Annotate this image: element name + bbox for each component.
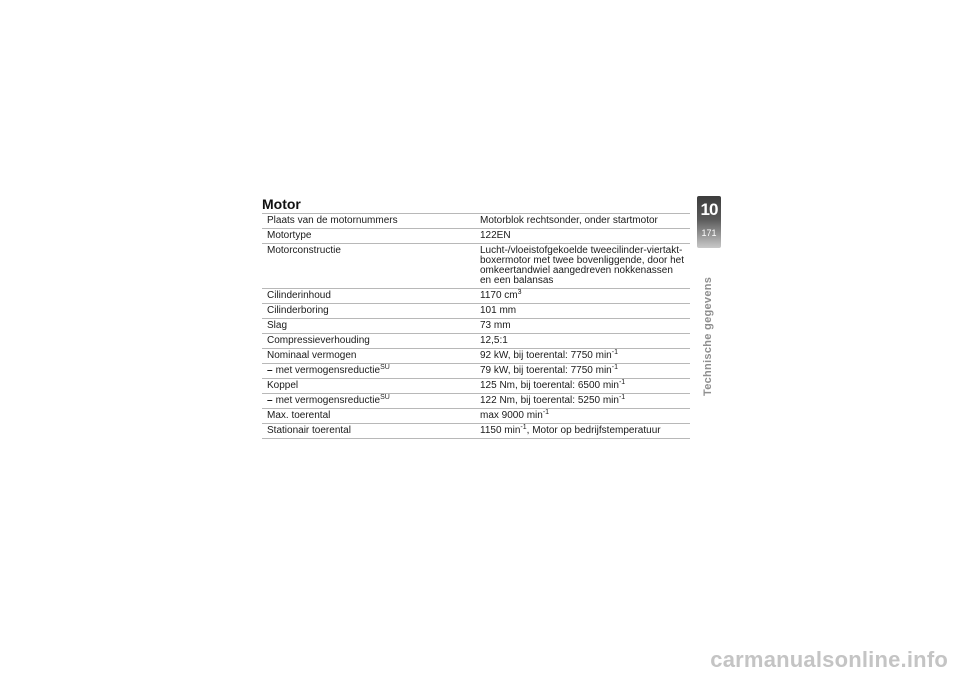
chapter-tab xyxy=(697,196,721,248)
table-row xyxy=(262,229,690,244)
unit-superscript: -1 xyxy=(520,424,527,431)
spec-label: Stationair toerental xyxy=(262,424,476,439)
dash-bullet: – xyxy=(267,395,273,406)
spec-value: max 9000 $\min^{-1}$ xyxy=(476,409,690,424)
unit-superscript: -1 xyxy=(542,409,550,416)
table-row xyxy=(262,394,690,409)
table-row xyxy=(262,319,690,334)
spec-value: 79 kW, bij toerental: 7750 $\min^{-1}$ xyxy=(476,364,690,379)
spec-label: Max. toerental xyxy=(262,409,476,424)
spec-value: Lucht-/vloeistofgekoelde tweecilinder-viertakt-boxermotor met twee bovenliggende, door het omkeertandwiel aangedreven nokkenassen en een balansas xyxy=(476,244,690,289)
spec-value: 122EN xyxy=(476,229,690,244)
spec-value: 73 mm xyxy=(476,319,690,334)
unit-superscript: -1 xyxy=(618,379,626,386)
section-title: Motor xyxy=(262,196,301,212)
spec-value: 92 kW, bij toerental: 7750 $\min^{-1}$ xyxy=(476,349,690,364)
spec-value: 1170 $cm^3$ xyxy=(476,289,690,304)
spec-value: Motorblok rechtsonder, onder startmotor xyxy=(476,214,690,229)
table-row xyxy=(262,364,690,379)
unit-superscript: -1 xyxy=(611,349,618,356)
watermark: carmanualsonline.info xyxy=(710,647,948,672)
spec-label: Cilinderinhoud xyxy=(262,289,476,304)
spec-label: Compressieverhouding xyxy=(262,334,476,349)
spec-label: – met vermogensreductie$^{SU}$ xyxy=(262,364,476,379)
footnote-marker: SU xyxy=(380,364,390,371)
engine-spec-table xyxy=(262,213,690,439)
chapter-number: 10 xyxy=(700,200,718,219)
table-row xyxy=(262,244,690,289)
table-row xyxy=(262,349,690,364)
spec-value: 122 Nm, bij toerental: 5250 $\min^{-1}$ xyxy=(476,394,690,409)
spec-value: 12,5:1 xyxy=(476,334,690,349)
spec-label: Cilinderboring xyxy=(262,304,476,319)
unit-superscript: -1 xyxy=(618,394,626,401)
dash-bullet: – xyxy=(267,365,273,376)
table-row xyxy=(262,334,690,349)
table-row xyxy=(262,304,690,319)
chapter-title: Technische gegevens xyxy=(702,276,714,396)
spec-label: Nominaal vermogen xyxy=(262,349,476,364)
spec-label: Motorconstructie xyxy=(262,244,476,289)
table-row xyxy=(262,379,690,394)
spec-value: 101 mm xyxy=(476,304,690,319)
spec-value: 1150 $\min^{-1}$, Motor op bedrijfstemperatuur xyxy=(476,424,690,439)
table-row xyxy=(262,409,690,424)
unit-superscript: -1 xyxy=(611,364,618,371)
footnote-marker: SU xyxy=(380,394,390,401)
page-number: 171 xyxy=(701,228,717,238)
spec-label: – met vermogensreductie$^{SU}$ xyxy=(262,394,476,409)
spec-label: Motortype xyxy=(262,229,476,244)
spec-value: 125 Nm, bij toerental: 6500 $\min^{-1}$ xyxy=(476,379,690,394)
table-row xyxy=(262,289,690,304)
table-row xyxy=(262,424,690,439)
spec-label: Koppel xyxy=(262,379,476,394)
table-row xyxy=(262,214,690,229)
unit-superscript: 3 xyxy=(517,289,522,296)
spec-label: Plaats van de motornummers xyxy=(262,214,476,229)
spec-label: Slag xyxy=(262,319,476,334)
